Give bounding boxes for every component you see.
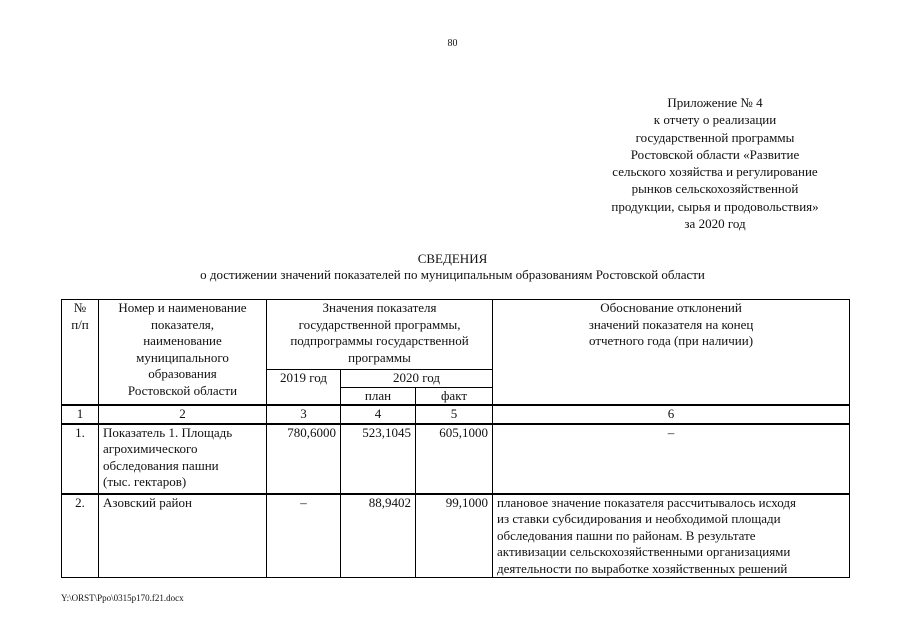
column-number: 4 <box>341 405 416 424</box>
header-year-2019: 2019 год <box>267 370 341 406</box>
row-value-2019: 780,6000 <box>267 424 341 494</box>
appendix-line: государственной программы <box>635 129 795 145</box>
file-path-footer: Y:\ORST\Ppo\0315p170.f21.docx <box>61 593 184 603</box>
row-value-plan: 88,9402 <box>341 494 416 578</box>
row-value-2019: – <box>267 494 341 578</box>
document-subtitle: о достижении значений показателей по муниципальным образованиям Ростовской области <box>200 267 705 282</box>
header-deviation-reason: Обоснование отклонений значений показателя на конец отчетного года (при наличии) <box>493 300 850 406</box>
header-plan: план <box>341 387 416 405</box>
row-value-fact: 99,1000 <box>416 494 493 578</box>
row-number: 2. <box>62 494 99 578</box>
row-number: 1. <box>62 424 99 494</box>
appendix-line: Приложение № 4 <box>667 95 763 110</box>
column-number: 5 <box>416 405 493 424</box>
header-year-2020: 2020 год <box>341 370 493 388</box>
row-indicator-name: Азовский район <box>99 494 267 578</box>
appendix-block <box>560 94 870 232</box>
header-fact: факт <box>416 387 493 405</box>
row-deviation-reason: – <box>493 424 850 494</box>
column-number: 6 <box>493 405 850 424</box>
appendix-line: Ростовской области «Развитие <box>630 146 800 162</box>
appendix-line: продукции, сырья и продовольствия» <box>611 198 819 214</box>
row-value-fact: 605,1000 <box>416 424 493 494</box>
document-title: СВЕДЕНИЯ <box>417 251 488 266</box>
header-number: № п/п <box>62 300 99 406</box>
indicators-table <box>61 299 850 578</box>
table-row <box>62 424 850 494</box>
appendix-line: к отчету о реализации <box>653 112 777 128</box>
header-indicator-values: Значения показателя государственной программы, подпрограммы государственной программы <box>267 300 493 370</box>
column-number: 3 <box>267 405 341 424</box>
row-value-plan: 523,1045 <box>341 424 416 494</box>
header-indicator-name: Номер и наименование показателя, наименование муниципального образования Ростовской области <box>99 300 267 406</box>
table-row <box>62 494 850 578</box>
column-number: 2 <box>99 405 267 424</box>
row-indicator-name: Показатель 1. Площадь агрохимического обследования пашни (тыс. гектаров) <box>99 424 267 494</box>
column-number: 1 <box>62 405 99 424</box>
appendix-line: за 2020 год <box>684 216 746 232</box>
row-deviation-reason: плановое значение показателя рассчитывалось исходя из ставки субсидирования и необходимой площади обследования пашни по районам. В результате активизации сельскохозяйственными организациями деятельности по выработке хозяйственных решений <box>493 494 850 578</box>
page-number: 80 <box>447 38 458 49</box>
appendix-line: сельского хозяйства и регулирование <box>612 164 818 180</box>
appendix-line: рынков сельскохозяйственной <box>631 181 799 197</box>
